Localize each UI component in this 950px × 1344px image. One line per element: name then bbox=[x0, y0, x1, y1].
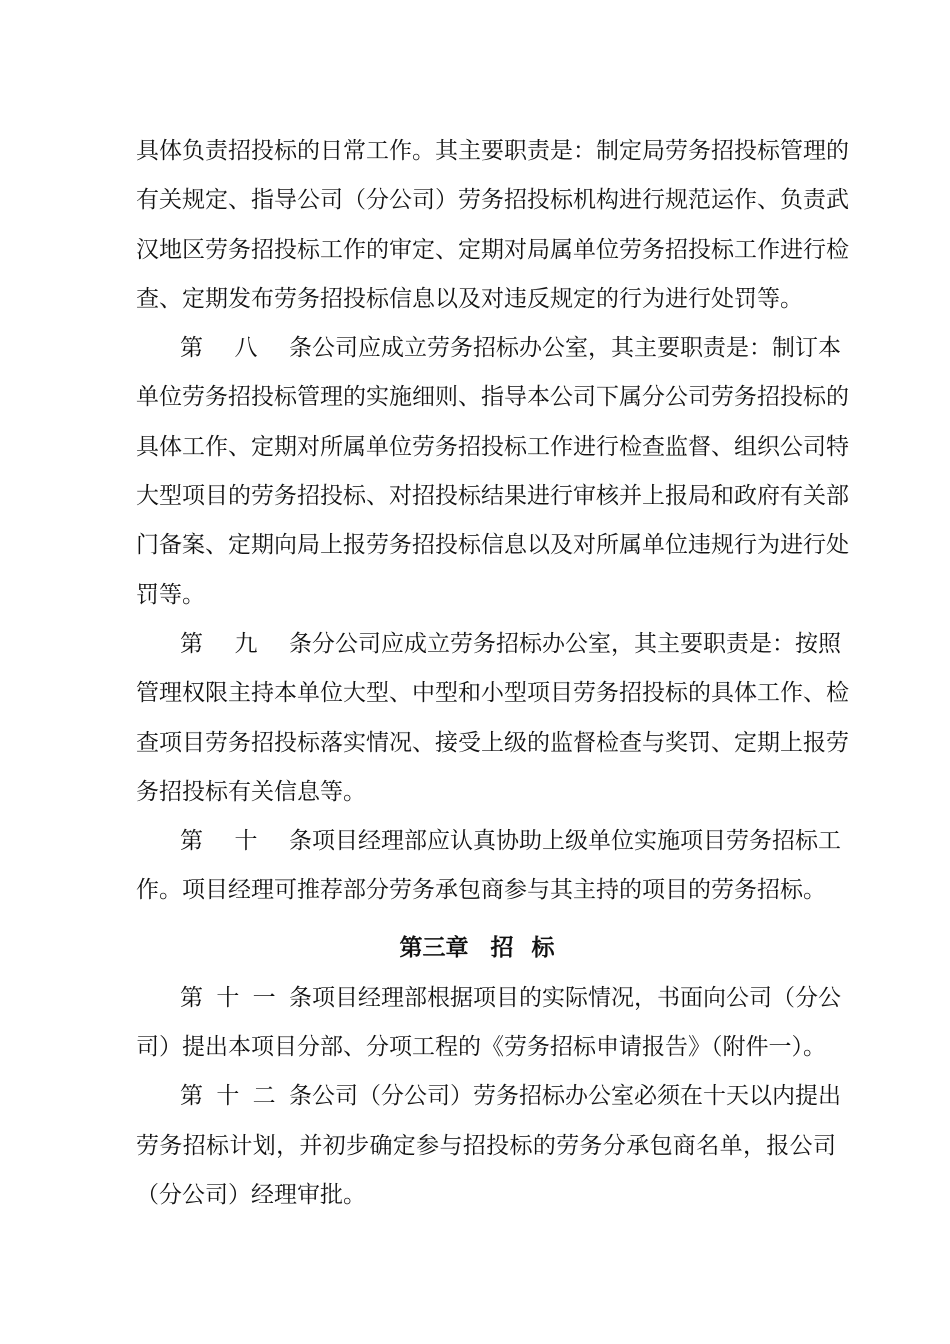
article-text: 项目经理部应认真协助上级单位实施项目劳务招标工 bbox=[312, 828, 841, 855]
text-line: 门备案、定期向局上报劳务招投标信息以及对所属单位违规行为进行处 bbox=[136, 532, 849, 559]
paragraph-article11 bbox=[136, 974, 841, 1073]
text-line: 单位劳务招投标管理的实施细则、指导本公司下属分公司劳务招投标的 bbox=[136, 384, 849, 411]
paragraph-article10 bbox=[136, 817, 841, 916]
text-line: 管理权限主持本单位大型、中型和小型项目劳务招投标的具体工作、检 bbox=[136, 680, 849, 707]
chapter-heading bbox=[136, 922, 836, 974]
text-line: 作。项目经理可推荐部分劳务承包商参与其主持的项目的劳务招标。 bbox=[136, 877, 826, 904]
article-number: 第十二条 bbox=[180, 1083, 312, 1110]
document-body bbox=[136, 127, 849, 1220]
text-line: （分公司）经理审批。 bbox=[136, 1181, 366, 1208]
text-line: 具体负责招投标的日常工作。其主要职责是：制定局劳务招投标管理的 bbox=[136, 138, 849, 164]
text-line bbox=[136, 1072, 841, 1121]
text-line: 务招投标有关信息等。 bbox=[136, 778, 366, 805]
article-number: 第十一条 bbox=[180, 984, 312, 1011]
text-line: 罚等。 bbox=[136, 581, 205, 608]
text-line: 查项目劳务招投标落实情况、接受上级的监督检查与奖罚、定期上报劳 bbox=[136, 729, 849, 756]
article-number: 第十条 bbox=[180, 828, 312, 855]
text-line: 具体工作、定期对所属单位劳务招投标工作进行检查监督、组织公司特 bbox=[136, 433, 849, 460]
article-number: 第九条 bbox=[180, 630, 312, 657]
article-text: 公司应成立劳务招标办公室，其主要职责是：制订本 bbox=[312, 335, 841, 362]
text-line: 有关规定、指导公司（分公司）劳务招投标机构进行规范运作、负责武 bbox=[136, 187, 849, 214]
paragraph-article7-continued bbox=[136, 127, 849, 324]
article-text: 分公司应成立劳务招标办公室，其主要职责是：按照 bbox=[312, 630, 841, 657]
paragraph-article12 bbox=[136, 1072, 841, 1220]
paragraph-article8 bbox=[136, 324, 849, 620]
chapter-title: 招标 bbox=[490, 934, 573, 961]
article-number: 第八条 bbox=[180, 335, 312, 362]
text-line bbox=[136, 974, 841, 1023]
text-line bbox=[136, 817, 841, 866]
text-line bbox=[136, 620, 841, 669]
text-line: 查、定期发布劳务招投标信息以及对违反规定的行为进行处罚等。 bbox=[136, 285, 803, 312]
text-line: 大型项目的劳务招投标、对招投标结果进行审核并上报局和政府有关部 bbox=[136, 483, 849, 510]
text-line bbox=[136, 324, 841, 373]
text-line: 汉地区劳务招投标工作的审定、定期对局属单位劳务招投标工作进行检 bbox=[136, 236, 849, 263]
article-text: 项目经理部根据项目的实际情况，书面向公司（分公 bbox=[312, 984, 841, 1011]
text-line: 劳务招标计划，并初步确定参与招投标的劳务分承包商名单，报公司 bbox=[136, 1132, 836, 1159]
paragraph-article9 bbox=[136, 620, 849, 817]
text-line: 司）提出本项目分部、分项工程的《劳务招标申请报告》（附件一）。 bbox=[136, 1034, 826, 1061]
chapter-number: 第三章 bbox=[399, 934, 469, 961]
article-text: 公司（分公司）劳务招标办公室必须在十天以内提出 bbox=[312, 1083, 841, 1110]
